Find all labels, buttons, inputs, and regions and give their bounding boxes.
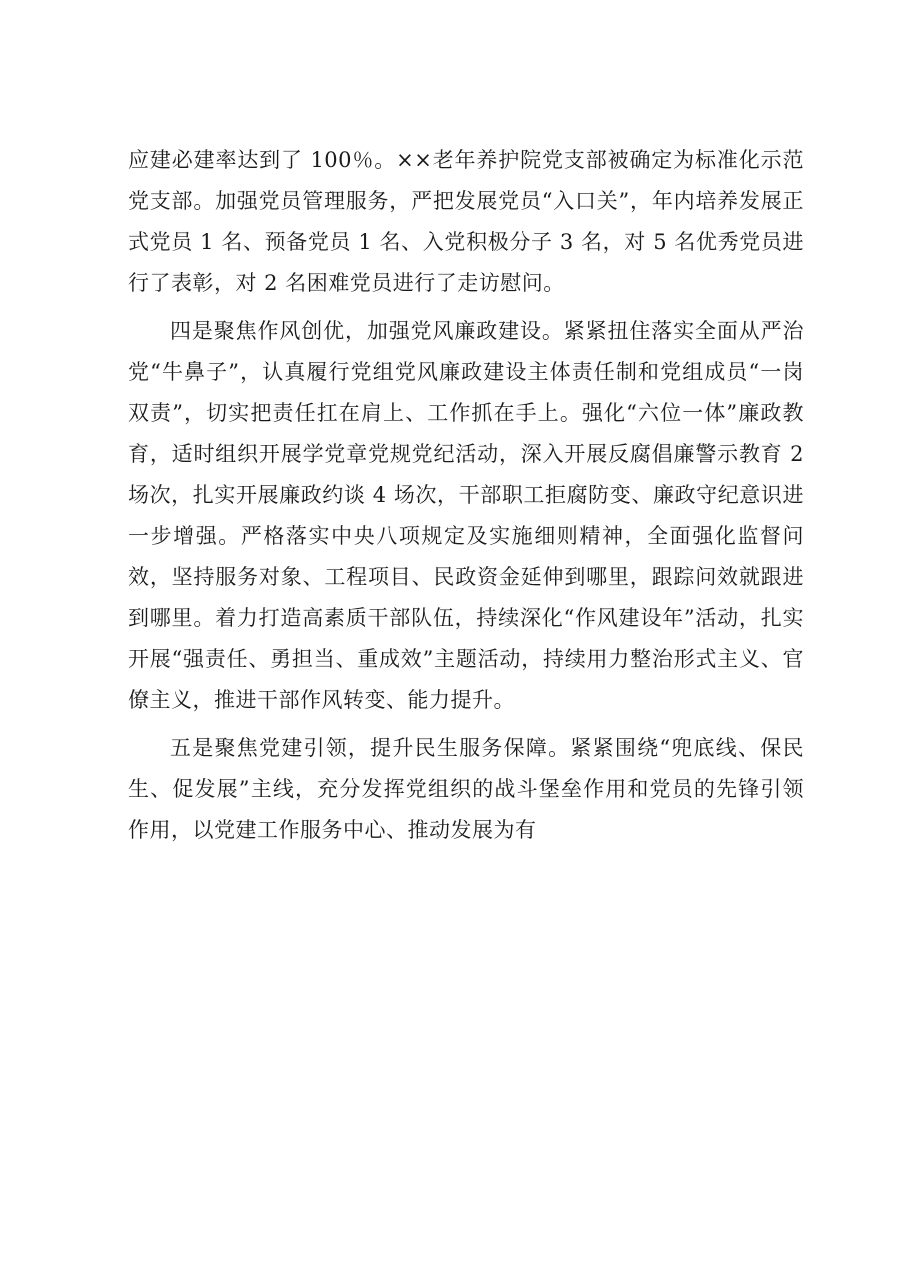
paragraph-point-four: 四是聚焦作风创优，加强党风廉政建设。紧紧扭住落实全面从严治党“牛鼻子”，认真履行党组党风廉政建设主体责任制和党组成员“一岗双责”，切实把责任扛在肩上、工作抓在手上。强化“六位一体”廉政教育，适时组织开展学党章党规党纪活动，深入开展反腐倡廉警示教育 2 场次，扎实开展廉政约谈 4 场次，干部职工拒腐防变、廉政守纪意识进一步增强。严格落实中央八项规定及实施细则精神，全面强化监督问效，坚持服务对象、工程项目、民政资金延伸到哪里，跟踪问效就跟进到哪里。着力打造高素质干部队伍，持续深化“作风建设年”活动，扎实开展“强责任、勇担当、重成效”主题活动，持续用力整治形式主义、官僚主义，推进干部作风转变、能力提升。 (128, 319, 804, 712)
document-body (128, 140, 804, 851)
paragraph-continuation: 应建必建率达到了 100％。××老年养护院党支部被确定为标准化示范党支部。加强党员管理服务，严把发展党员“入口关”，年内培养发展正式党员 1 名、预备党员 1 名、入党积极分子 3 名，对 5 名优秀党员进行了表彰，对 2 名困难党员进行了走访慰问。 (128, 148, 804, 295)
paragraph-point-five: 五是聚焦党建引领，提升民生服务保障。紧紧围绕“兜底线、保民生、促发展”主线，充分发挥党组织的战斗堡垒作用和党员的先锋引领作用，以党建工作服务中心、推动发展为有 (128, 736, 804, 842)
